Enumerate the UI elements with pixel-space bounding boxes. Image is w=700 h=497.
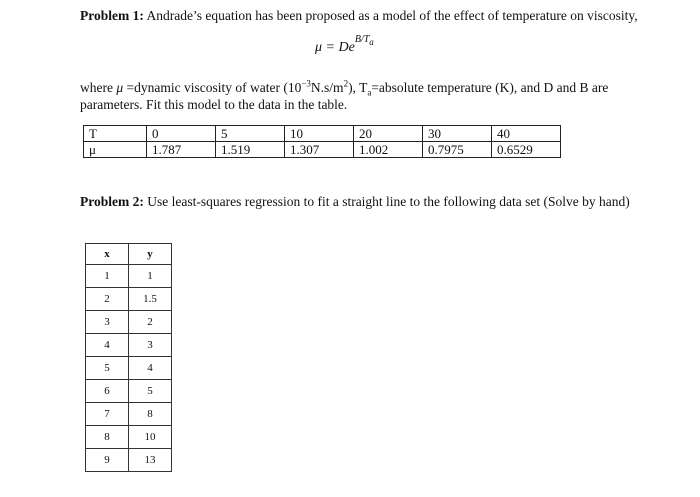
table-cell: 5 [216, 126, 285, 142]
table-row [86, 288, 172, 311]
table-cell: 30 [423, 126, 492, 142]
table-row-viscosity [84, 142, 561, 158]
table-header-row [86, 244, 172, 265]
y-cell: 13 [129, 449, 172, 472]
desc-where: where [80, 80, 117, 95]
y-cell: 1 [129, 265, 172, 288]
table-cell: 40 [492, 126, 561, 142]
problem1-intro [80, 7, 640, 24]
table-cell: 1.307 [285, 142, 354, 158]
table-cell: 10 [285, 126, 354, 142]
equation-lhs: μ = De [315, 40, 355, 55]
y-cell: 1.5 [129, 288, 172, 311]
y-cell: 4 [129, 357, 172, 380]
y-cell: 3 [129, 334, 172, 357]
table-cell: 0 [147, 126, 216, 142]
desc-part2: N.s/m [310, 80, 344, 95]
desc-mu: μ [116, 80, 124, 95]
x-cell: 8 [86, 426, 129, 449]
exponent-num: B [354, 34, 361, 45]
y-cell: 10 [129, 426, 172, 449]
desc-part3: ), T [348, 80, 368, 95]
table-row [86, 265, 172, 288]
x-cell: 1 [86, 265, 129, 288]
desc-sq: 2 [343, 78, 349, 89]
viscosity-table [83, 125, 561, 158]
table-cell: 1.519 [216, 142, 285, 158]
x-cell: 7 [86, 403, 129, 426]
x-cell: 9 [86, 449, 129, 472]
y-cell: 8 [129, 403, 172, 426]
andrade-equation [315, 34, 374, 56]
table-row [86, 311, 172, 334]
table-row [86, 334, 172, 357]
x-cell: 2 [86, 288, 129, 311]
desc-exp: −3 [301, 78, 311, 89]
equation-exponent [355, 34, 374, 45]
header-x: x [86, 244, 129, 265]
table-cell: 0.6529 [492, 142, 561, 158]
desc-sub-a: a [367, 87, 372, 98]
x-cell: 4 [86, 334, 129, 357]
problem1-label: Problem 1: [80, 8, 144, 23]
table-row [86, 403, 172, 426]
header-y: y [129, 244, 172, 265]
problem1-description [80, 79, 640, 113]
x-cell: 6 [86, 380, 129, 403]
y-cell: 2 [129, 311, 172, 334]
table-cell: 1.787 [147, 142, 216, 158]
y-cell: 5 [129, 380, 172, 403]
xy-data-table [85, 243, 172, 472]
x-cell: 5 [86, 357, 129, 380]
problem2-body: Use least-squares regression to fit a straight line to the following data set (Solve by hand) [143, 194, 630, 209]
exponent-den-sub: a [369, 37, 374, 47]
table-cell: 20 [354, 126, 423, 142]
problem1-intro-text: Andrade’s equation has been proposed as a model of the effect of temperature on viscosity, [146, 8, 638, 23]
table-header-mu: μ [84, 142, 147, 158]
table-row-temperature [84, 126, 561, 142]
table-header-t: T [84, 126, 147, 142]
problem2-label: Problem 2: [80, 194, 144, 209]
table-cell: 0.7975 [423, 142, 492, 158]
table-cell: 1.002 [354, 142, 423, 158]
desc-part1: =dynamic viscosity of water (10 [123, 80, 302, 95]
table-row [86, 426, 172, 449]
table-row [86, 449, 172, 472]
exponent-slash: / [360, 34, 364, 45]
problem2-text [80, 193, 640, 210]
exponent-den: T [363, 34, 370, 45]
table-row [86, 357, 172, 380]
table-row [86, 380, 172, 403]
x-cell: 3 [86, 311, 129, 334]
desc-part4: =absolute temperature (K), and D and B are parameters. Fit this model to the data in the table. [80, 80, 609, 112]
